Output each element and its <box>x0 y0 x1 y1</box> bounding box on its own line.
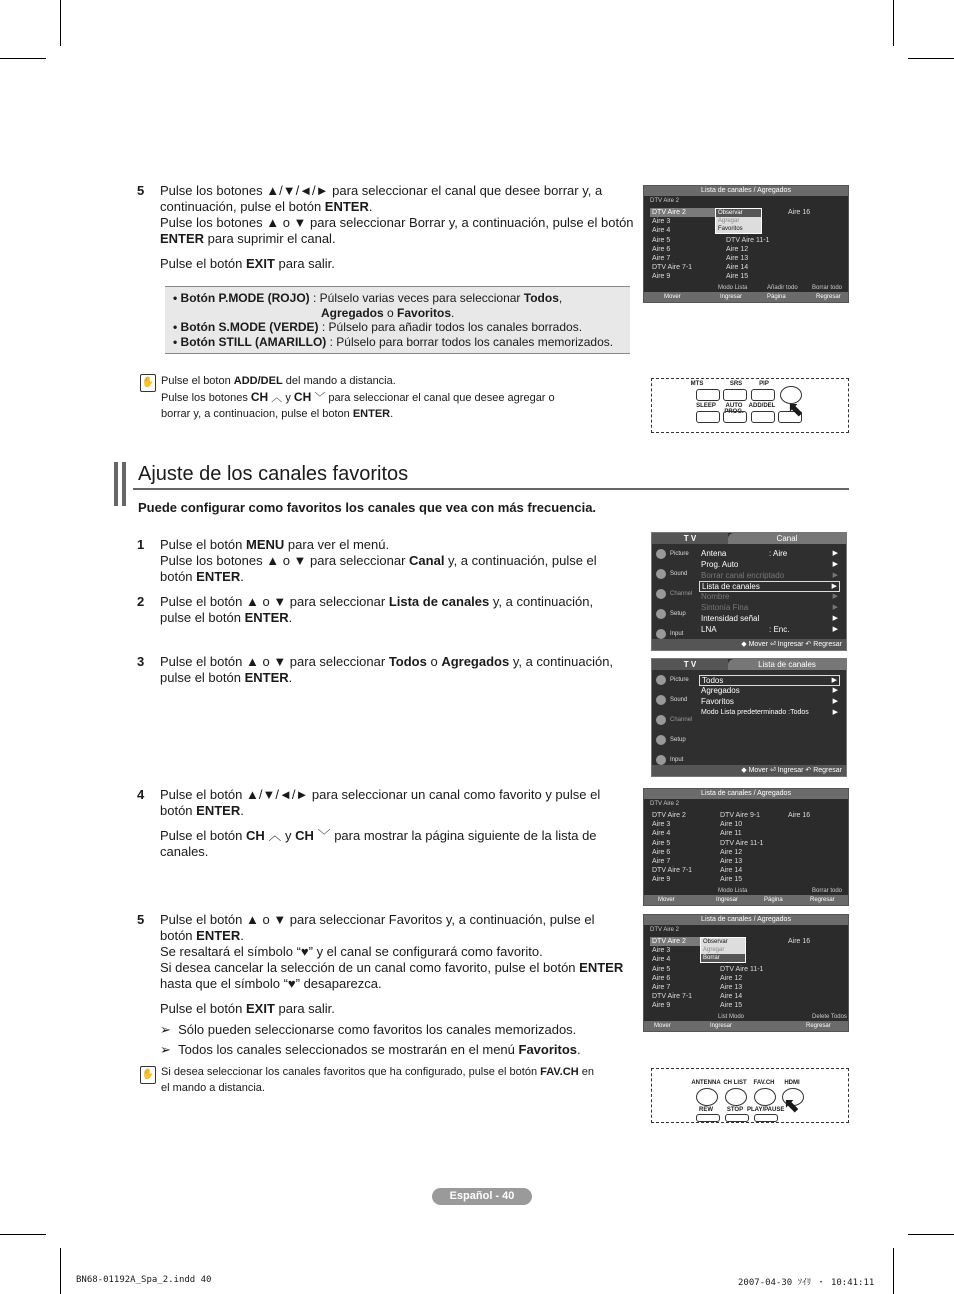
sleep-button[interactable] <box>696 411 720 423</box>
crop-mark <box>60 0 61 46</box>
channel-item[interactable]: Aire 5 <box>652 839 671 847</box>
channel-item[interactable]: Aire 14 <box>720 993 743 1001</box>
channel-item[interactable]: Aire 9 <box>652 1002 671 1010</box>
page-number: Español - 40 <box>432 1188 532 1205</box>
tv-channel-list-screen <box>643 788 849 906</box>
channel-item[interactable]: Aire 13 <box>726 254 749 262</box>
tv-menu-lista-canales <box>651 658 847 777</box>
remote-label: SRS <box>729 381 743 387</box>
step-number: 1 <box>137 537 145 552</box>
menu-title: Canal <box>728 533 846 544</box>
channel-column-1 <box>650 811 716 885</box>
side-sound[interactable]: Sound <box>652 564 696 584</box>
menu-item-antena[interactable]: Antena : Aire ▶ <box>701 549 838 558</box>
channel-item[interactable]: Aire 3 <box>652 947 671 955</box>
screen-subtitle: DTV Aire 2 <box>650 927 680 933</box>
channel-item[interactable]: Aire 15 <box>726 273 749 281</box>
chevron-down-icon: ﹀ <box>314 392 326 404</box>
step-1-text: Pulse el botón MENU para ver el menú. Pulse los botones ▲ o ▼ para seleccionar Canal y, a continuación, pulse el botón ENTER. <box>160 537 597 584</box>
mts-button[interactable] <box>696 389 720 401</box>
screen-title: Lista de canales / Agregados <box>644 186 848 196</box>
menu-item-todos[interactable]: Todos ▶ <box>699 675 840 686</box>
remote-label: HDMI <box>784 1080 800 1086</box>
channel-item[interactable]: Aire 6 <box>652 974 671 982</box>
crop-mark <box>893 1248 894 1294</box>
popup-agregar[interactable]: Agregar <box>703 947 725 953</box>
step-number: 5 <box>137 183 145 198</box>
side-input[interactable]: Input <box>652 750 696 770</box>
channel-item[interactable]: DTV Aire 7-1 <box>652 264 693 272</box>
chevron-up-icon: ︿ <box>271 392 283 404</box>
remote-label: SLEEP <box>696 403 716 409</box>
section-intro: Puede configurar como favoritos los canales que vea con más frecuencia. <box>138 500 597 515</box>
step-number: 4 <box>137 787 145 802</box>
menu-item-prog-auto[interactable]: Prog. Auto ▶ <box>701 559 838 569</box>
side-input[interactable]: Input <box>652 624 696 644</box>
crop-mark <box>60 1248 61 1294</box>
side-sound[interactable]: Sound <box>652 690 696 710</box>
step-number: 2 <box>137 594 145 609</box>
chevron-up-icon: ︿ <box>268 828 282 843</box>
auto-prog-button[interactable] <box>723 411 747 423</box>
step-4-text: Pulse el botón ▲/▼/◄/► para seleccionar un canal como favorito y pulse el botón ENTER. Pulse el botón CH ︿ y CH ﹀ para mostrar la página siguiente de la lista de canales. <box>160 787 601 859</box>
channel-item[interactable]: Aire 11 <box>720 830 742 838</box>
menu-item-borrar-canal[interactable]: Borrar canal encriptado ▶ <box>701 570 838 580</box>
pip-button[interactable] <box>751 389 775 401</box>
menu-sidebar <box>652 544 696 639</box>
side-picture[interactable]: Picture <box>652 670 696 690</box>
screen-footer: Mover Ingresar Página Regresar <box>644 292 848 302</box>
screen-footer: Mover Ingresar Regresar <box>644 1021 848 1031</box>
channel-item[interactable]: Aire 7 <box>652 983 671 991</box>
channel-item[interactable]: DTV Aire 2 <box>650 208 716 217</box>
menu-item-lista-canales[interactable]: Lista de canales ▶ <box>699 581 840 592</box>
channel-item[interactable]: Aire 3 <box>652 821 671 829</box>
menu-items <box>699 675 840 718</box>
channel-item[interactable]: DTV Aire 9-1 <box>720 812 761 819</box>
popup-agregar[interactable]: Agregar <box>718 218 740 224</box>
menu-items <box>699 549 840 636</box>
channel-item[interactable]: Aire 16 <box>788 209 811 216</box>
channel-item[interactable]: Aire 13 <box>720 857 743 865</box>
crop-mark <box>908 58 954 59</box>
channel-item[interactable]: Aire 4 <box>652 830 671 838</box>
screen-footer: Mover Ingresar Página Regresar <box>644 895 848 905</box>
chevron-down-icon: ﹀ <box>317 828 331 843</box>
step-3-text: Pulse el botón ▲ o ▼ para seleccionar Todos o Agregados y, a continuación, pulse el botón ENTER. <box>160 654 614 685</box>
channel-item[interactable]: DTV Aire 11-1 <box>720 839 764 847</box>
side-setup[interactable]: Setup <box>652 730 696 750</box>
channel-popup-menu <box>700 937 746 963</box>
step-2-text: Pulse el botón ▲ o ▼ para seleccionar Lista de canales y, a continuación, pulse el botón ENTER. <box>160 594 594 625</box>
menu-sidebar <box>652 670 696 765</box>
section-bar <box>122 462 126 506</box>
channel-item[interactable]: DTV Aire 11-1 <box>726 236 770 244</box>
channel-item[interactable]: Aire 15 <box>720 1002 743 1010</box>
channel-item[interactable]: DTV Aire 7-1 <box>652 867 693 875</box>
channel-item[interactable]: Aire 12 <box>720 974 743 982</box>
popup-observar[interactable]: Observar <box>716 209 761 217</box>
step-number: 3 <box>137 654 145 669</box>
remote-label: STOP <box>726 1107 744 1113</box>
heart-icon: ♥ <box>287 976 296 991</box>
remote-label: MTS <box>690 381 704 387</box>
screen-title: Lista de canales / Agregados <box>644 789 848 799</box>
remote-label: CH LIST <box>723 1080 747 1086</box>
channel-column-3 <box>786 811 842 820</box>
step-number: 5 <box>137 912 145 927</box>
channel-item[interactable]: DTV Aire 2 <box>650 937 716 946</box>
channel-item[interactable]: Aire 7 <box>652 254 671 262</box>
step-5-bottom-text: Pulse el botón ▲ o ▼ para seleccionar Favoritos y, a continuación, pulse el botón ENTER. Se resaltará el símbolo “♥” y el canal se configurará como favorito. Si desea cancelar la selección de un canal como favorito, pulse el botón ENTER hasta que el símbolo “♥” desaparezca. Pulse el botón EXIT para salir. <box>160 912 624 1016</box>
channel-column-2 <box>718 811 782 885</box>
screen-title: Lista de canales / Agregados <box>644 915 848 925</box>
menu-footer: ◆ Mover ⏎ Ingresar ↶ Regresar <box>652 765 846 776</box>
channel-item[interactable]: DTV Aire 11-1 <box>720 965 764 973</box>
channel-item[interactable]: Aire 14 <box>726 264 749 272</box>
popup-favoritos[interactable]: Favoritos <box>718 226 743 232</box>
note-fav-ch: Si desea seleccionar los canales favoritos que ha configurado, pulse el botón FAV.CH en el mando a distancia. <box>161 1066 594 1094</box>
remote-label: ANTENNA <box>691 1080 721 1086</box>
fav-ch-button[interactable] <box>754 1088 776 1106</box>
color-buttons-box: • Botón P.MODE (ROJO) : Púlselo varias veces para seleccionar Todos, Agregados o Favoritos. • Botón S.MODE (VERDE) : Púlselo para añadir todos los canales borrados. • Botón STILL (AMARILLO) : Púlselo para borrar todos los canales memorizados. <box>165 286 630 354</box>
heart-icon: ♥ <box>300 944 309 959</box>
screen-subtitle: DTV Aire 2 <box>650 801 680 807</box>
screen-subtitle: DTV Aire 2 <box>650 198 680 204</box>
channel-item[interactable]: DTV Aire 2 <box>652 812 686 819</box>
screen-color-legend: Modo Lista Borrar todo <box>718 888 843 894</box>
channel-popup-menu <box>715 208 762 234</box>
menu-footer: ◆ Mover ⏎ Ingresar ↶ Regresar <box>652 639 846 650</box>
section-bar <box>114 462 118 506</box>
menu-item-sintonia[interactable]: Sintonía Fina ▶ <box>701 603 838 613</box>
remote-label: AUTO PROG. <box>724 403 744 415</box>
note-hand-icon: ✋ <box>140 1066 156 1084</box>
side-channel[interactable]: Channel <box>652 710 696 730</box>
channel-column-3 <box>786 937 842 946</box>
section-rule <box>133 488 849 490</box>
menu-tv-label: T V <box>652 659 728 670</box>
channel-item[interactable]: Aire 15 <box>720 876 743 884</box>
menu-item-modo-lista[interactable]: Modo Lista predeterminado :Todos ▶ <box>701 708 838 716</box>
channel-item[interactable]: Aire 7 <box>652 857 671 865</box>
step-5-notes: ➢ Sólo pueden seleccionarse como favoritos los canales memorizados. ➢ Todos los canales seleccionados se mostrarán en el menú Favoritos. <box>160 1022 581 1057</box>
channel-item[interactable]: Aire 9 <box>652 273 671 281</box>
channel-item[interactable]: Aire 10 <box>720 821 743 829</box>
tv-channel-list-screen <box>643 914 849 1032</box>
rew-button[interactable] <box>696 1114 720 1122</box>
crop-mark <box>893 0 894 46</box>
menu-item-agregados[interactable]: Agregados ▶ <box>701 686 838 695</box>
step-5-top-text: Pulse los botones ▲/▼/◄/► para seleccionar el canal que desee borrar y, a continuación, pulse el botón ENTER. Pulse los botones ▲ o ▼ para seleccionar Borrar y, a continuación, pulse el botón ENTER para suprimir el canal. Pulse el botón EXIT para salir. <box>160 183 634 271</box>
channel-item[interactable]: Aire 5 <box>652 236 671 244</box>
menu-item-intensidad[interactable]: Intensidad señal ▶ <box>701 613 838 623</box>
channel-item[interactable]: Aire 4 <box>652 956 671 964</box>
side-setup[interactable]: Setup <box>652 604 696 624</box>
arrow-bullet-icon: ➢ <box>160 1022 171 1037</box>
crop-mark <box>0 58 46 59</box>
channel-item[interactable]: Aire 13 <box>720 983 743 991</box>
srs-button[interactable] <box>723 389 747 401</box>
menu-item-lna[interactable]: LNA : Enc. ▶ <box>701 624 838 634</box>
menu-tv-label: T V <box>652 533 728 544</box>
crop-mark <box>908 1234 954 1235</box>
channel-item[interactable]: Aire 6 <box>652 245 671 253</box>
pointer-hand-icon: ⬉ <box>784 1095 801 1117</box>
ch-list-button[interactable] <box>725 1088 747 1106</box>
print-date-info: 2007-04-30 ｿｲﾘ ・ 10:41:11 <box>738 1278 875 1288</box>
popup-borrar[interactable]: Borrar <box>701 954 745 962</box>
side-picture[interactable]: Picture <box>652 544 696 564</box>
arrow-bullet-icon: ➢ <box>160 1042 171 1057</box>
channel-item[interactable]: Aire 14 <box>720 867 743 875</box>
side-channel[interactable]: Channel <box>652 584 696 604</box>
menu-title: Lista de canales <box>728 659 846 670</box>
remote-illustration-fav-ch <box>651 1068 849 1123</box>
menu-item-favoritos[interactable]: Favoritos ▶ <box>701 696 838 706</box>
stop-button[interactable] <box>725 1114 749 1122</box>
channel-item[interactable]: Aire 6 <box>652 848 671 856</box>
channel-item[interactable]: Aire 9 <box>652 876 671 884</box>
channel-item[interactable]: Aire 5 <box>652 965 671 973</box>
channel-column-1 <box>650 208 716 282</box>
play-pause-button[interactable] <box>754 1114 778 1122</box>
add-del-button[interactable] <box>751 411 775 423</box>
popup-observar[interactable]: Observar <box>703 939 728 945</box>
channel-item[interactable]: Aire 4 <box>652 227 671 235</box>
screen-color-legend: List Modo Delete Todos <box>718 1014 847 1020</box>
remote-label: FAV.CH <box>753 1080 775 1086</box>
channel-item[interactable]: Aire 16 <box>788 938 811 945</box>
remote-illustration-add-del <box>651 378 849 433</box>
remote-label: PLAY/PAUSE <box>747 1107 785 1113</box>
print-file-info: BN68-01192A_Spa_2.indd 40 <box>76 1275 212 1285</box>
crop-mark <box>0 1234 46 1235</box>
note-hand-icon: ✋ <box>140 374 156 392</box>
pointer-hand-icon: ⬉ <box>788 399 805 421</box>
tv-menu-canal <box>651 532 847 651</box>
remote-label: REW <box>699 1107 713 1113</box>
channel-item[interactable]: Aire 16 <box>788 812 811 819</box>
channel-item[interactable]: Aire 12 <box>726 245 749 253</box>
channel-item[interactable]: Aire 3 <box>652 218 671 226</box>
screen-color-legend: Modo Lista Añadir todo Borrar todo <box>718 285 843 291</box>
channel-column-3 <box>786 208 842 217</box>
remote-label: ADD/DEL <box>748 403 776 409</box>
section-title: Ajuste de los canales favoritos <box>138 463 409 485</box>
menu-item-nombre[interactable]: Nombre ▶ <box>701 592 838 602</box>
antenna-button[interactable] <box>696 1088 718 1106</box>
note-add-del: Pulse el boton ADD/DEL del mando a distancia. Pulse los botones CH ︿ y CH ﹀ para seleccionar el canal que desee agregar o borrar y, a continuacion, pulse el boton ENTER. <box>161 375 555 420</box>
channel-item[interactable]: Aire 12 <box>720 848 743 856</box>
tv-channel-list-screen <box>643 185 849 303</box>
remote-label: PIP <box>759 381 769 387</box>
channel-item[interactable]: DTV Aire 7-1 <box>652 993 693 1001</box>
